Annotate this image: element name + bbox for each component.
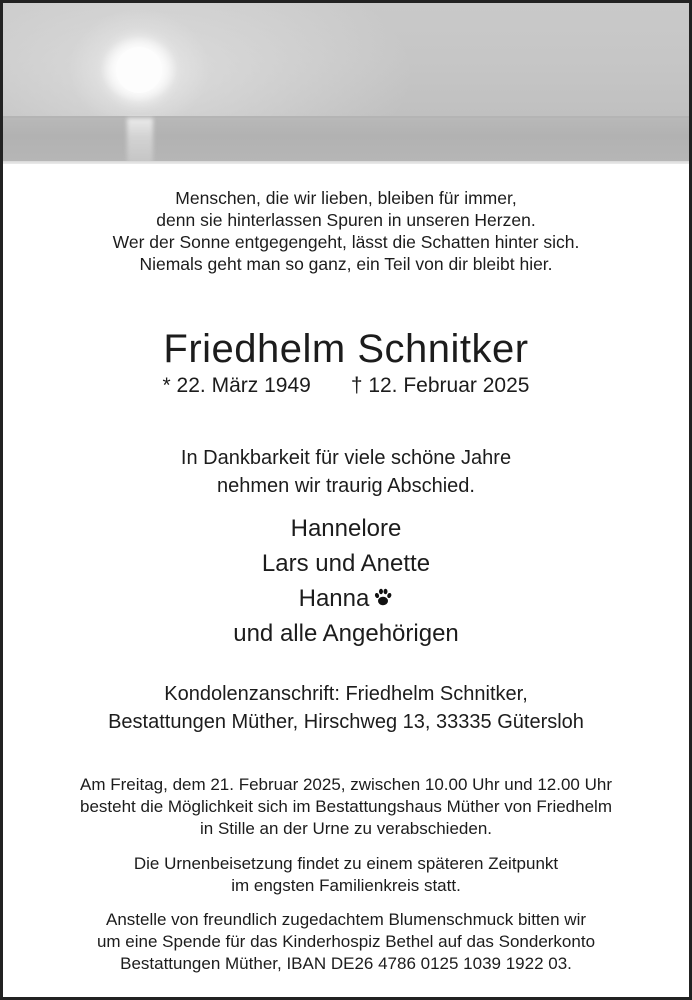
sun-reflection xyxy=(127,118,153,164)
notice-line: Anstelle von freundlich zugedachtem Blumenschmuck bitten wir xyxy=(105,910,587,929)
gratitude-line: nehmen wir traurig Abschied. xyxy=(217,475,475,497)
poem-line: denn sie hinterlassen Spuren in unseren Herzen. xyxy=(156,210,536,230)
mourners-list xyxy=(3,511,689,651)
life-dates xyxy=(3,373,689,399)
obituary-page xyxy=(3,3,689,997)
notice-line: im engsten Familienkreis statt. xyxy=(231,876,461,895)
condolence-address xyxy=(3,680,689,736)
farewell-notice xyxy=(3,774,689,840)
mourner-name: Lars und Anette xyxy=(261,550,431,577)
notice-line: Bestattungen Müther, IBAN DE26 4786 0125 1039 1922 03. xyxy=(120,954,572,973)
notice-line: Die Urnenbeisetzung findet zu einem späteren Zeitpunkt xyxy=(133,854,559,873)
poem-line: Menschen, die wir lieben, bleiben für immer, xyxy=(175,188,517,208)
donation-notice xyxy=(3,909,689,975)
address-line: Bestattungen Müther, Hirschweg 13, 33335 Gütersloh xyxy=(108,711,584,733)
gratitude-text xyxy=(3,444,689,500)
image-bottom-edge xyxy=(3,161,689,164)
mourner-pet xyxy=(3,581,689,616)
deceased-name: Friedhelm Schnitker xyxy=(163,327,529,371)
mourner-name: Hanna xyxy=(298,585,370,612)
mourner-name: und alle Angehörigen xyxy=(233,620,459,647)
birth-date: * 22. März 1949 xyxy=(162,374,311,397)
address-line: Kondolenzanschrift: Friedhelm Schnitker, xyxy=(164,683,528,705)
mourner-name: Hannelore xyxy=(290,515,402,542)
paw-print-icon xyxy=(373,587,393,607)
notice-line: besteht die Möglichkeit sich im Bestattungshaus Müther von Friedhelm xyxy=(80,797,612,816)
death-date: † 12. Februar 2025 xyxy=(350,374,530,397)
gratitude-line: In Dankbarkeit für viele schöne Jahre xyxy=(180,447,512,469)
notice-line: in Stille an der Urne zu verabschieden. xyxy=(200,819,492,838)
poem-line: Wer der Sonne entgegengeht, lässt die Schatten hinter sich. xyxy=(112,232,580,252)
sea xyxy=(3,118,689,163)
sky xyxy=(3,3,689,116)
sun-icon xyxy=(116,47,162,93)
poem-line: Niemals geht man so ganz, ein Teil von dir bleibt hier. xyxy=(139,254,553,274)
burial-notice xyxy=(3,853,689,897)
notice-line: Am Freitag, dem 21. Februar 2025, zwischen 10.00 Uhr und 12.00 Uhr xyxy=(79,775,612,794)
notice-line: um eine Spende für das Kinderhospiz Bethel auf das Sonderkonto xyxy=(96,932,596,951)
sunset-sea-image xyxy=(3,3,689,164)
memorial-poem xyxy=(3,187,689,275)
